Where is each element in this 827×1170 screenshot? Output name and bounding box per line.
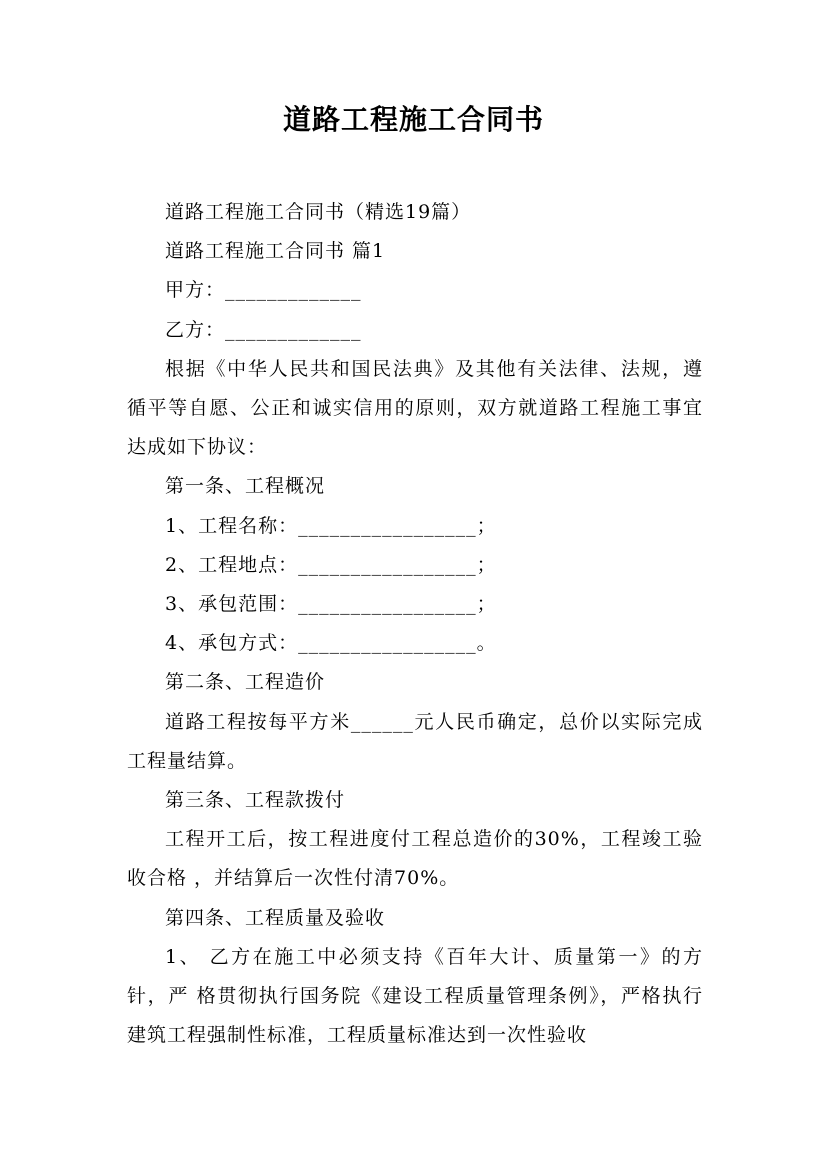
payment-paragraph: 工程开工后，按工程进度付工程总造价的30%，工程竣工验收合格 ，并结算后一次性付清70%。 bbox=[127, 828, 703, 890]
paragraph-part-heading: 道路工程施工合同书 篇1 bbox=[165, 240, 386, 263]
article-1-heading: 第一条、工程概况 bbox=[165, 475, 326, 498]
project-cost-paragraph: 道路工程按每平方米______元人民币确定，总价以实际完成工程量结算。 bbox=[127, 710, 703, 772]
project-name-line: 1、工程名称：_________________； bbox=[165, 514, 497, 537]
contract-scope-line: 3、承包范围：_________________； bbox=[165, 593, 497, 616]
article-4-heading: 第四条、工程质量及验收 bbox=[165, 906, 386, 929]
quality-paragraph: 1、 乙方在施工中必须支持《百年大计、质量第一》的方针，严 格贯彻执行国务院《建设工程质量管理条例》，严格执行建筑工程强制性标准，工程质量标准达到一次性验收 bbox=[127, 945, 703, 1047]
article-3-heading: 第三条、工程款拨付 bbox=[165, 789, 346, 812]
document-body bbox=[127, 193, 703, 1055]
preamble-paragraph: 根据《中华人民共和国民法典》及其他有关法律、法规，遵循平等自愿、公正和诚实信用的原则，双方就道路工程施工事宜达成如下协议： bbox=[127, 357, 703, 459]
document-title: 道路工程施工合同书 bbox=[282, 103, 544, 136]
party-b-line: 乙方：_____________ bbox=[165, 318, 362, 341]
project-location-line: 2、工程地点：_________________； bbox=[165, 553, 497, 576]
paragraph-collection-title: 道路工程施工合同书（精选19篇） bbox=[165, 201, 472, 223]
article-2-heading: 第二条、工程造价 bbox=[165, 671, 326, 694]
party-a-line: 甲方：_____________ bbox=[165, 279, 362, 302]
contract-method-line: 4、承包方式：_________________。 bbox=[165, 632, 497, 655]
